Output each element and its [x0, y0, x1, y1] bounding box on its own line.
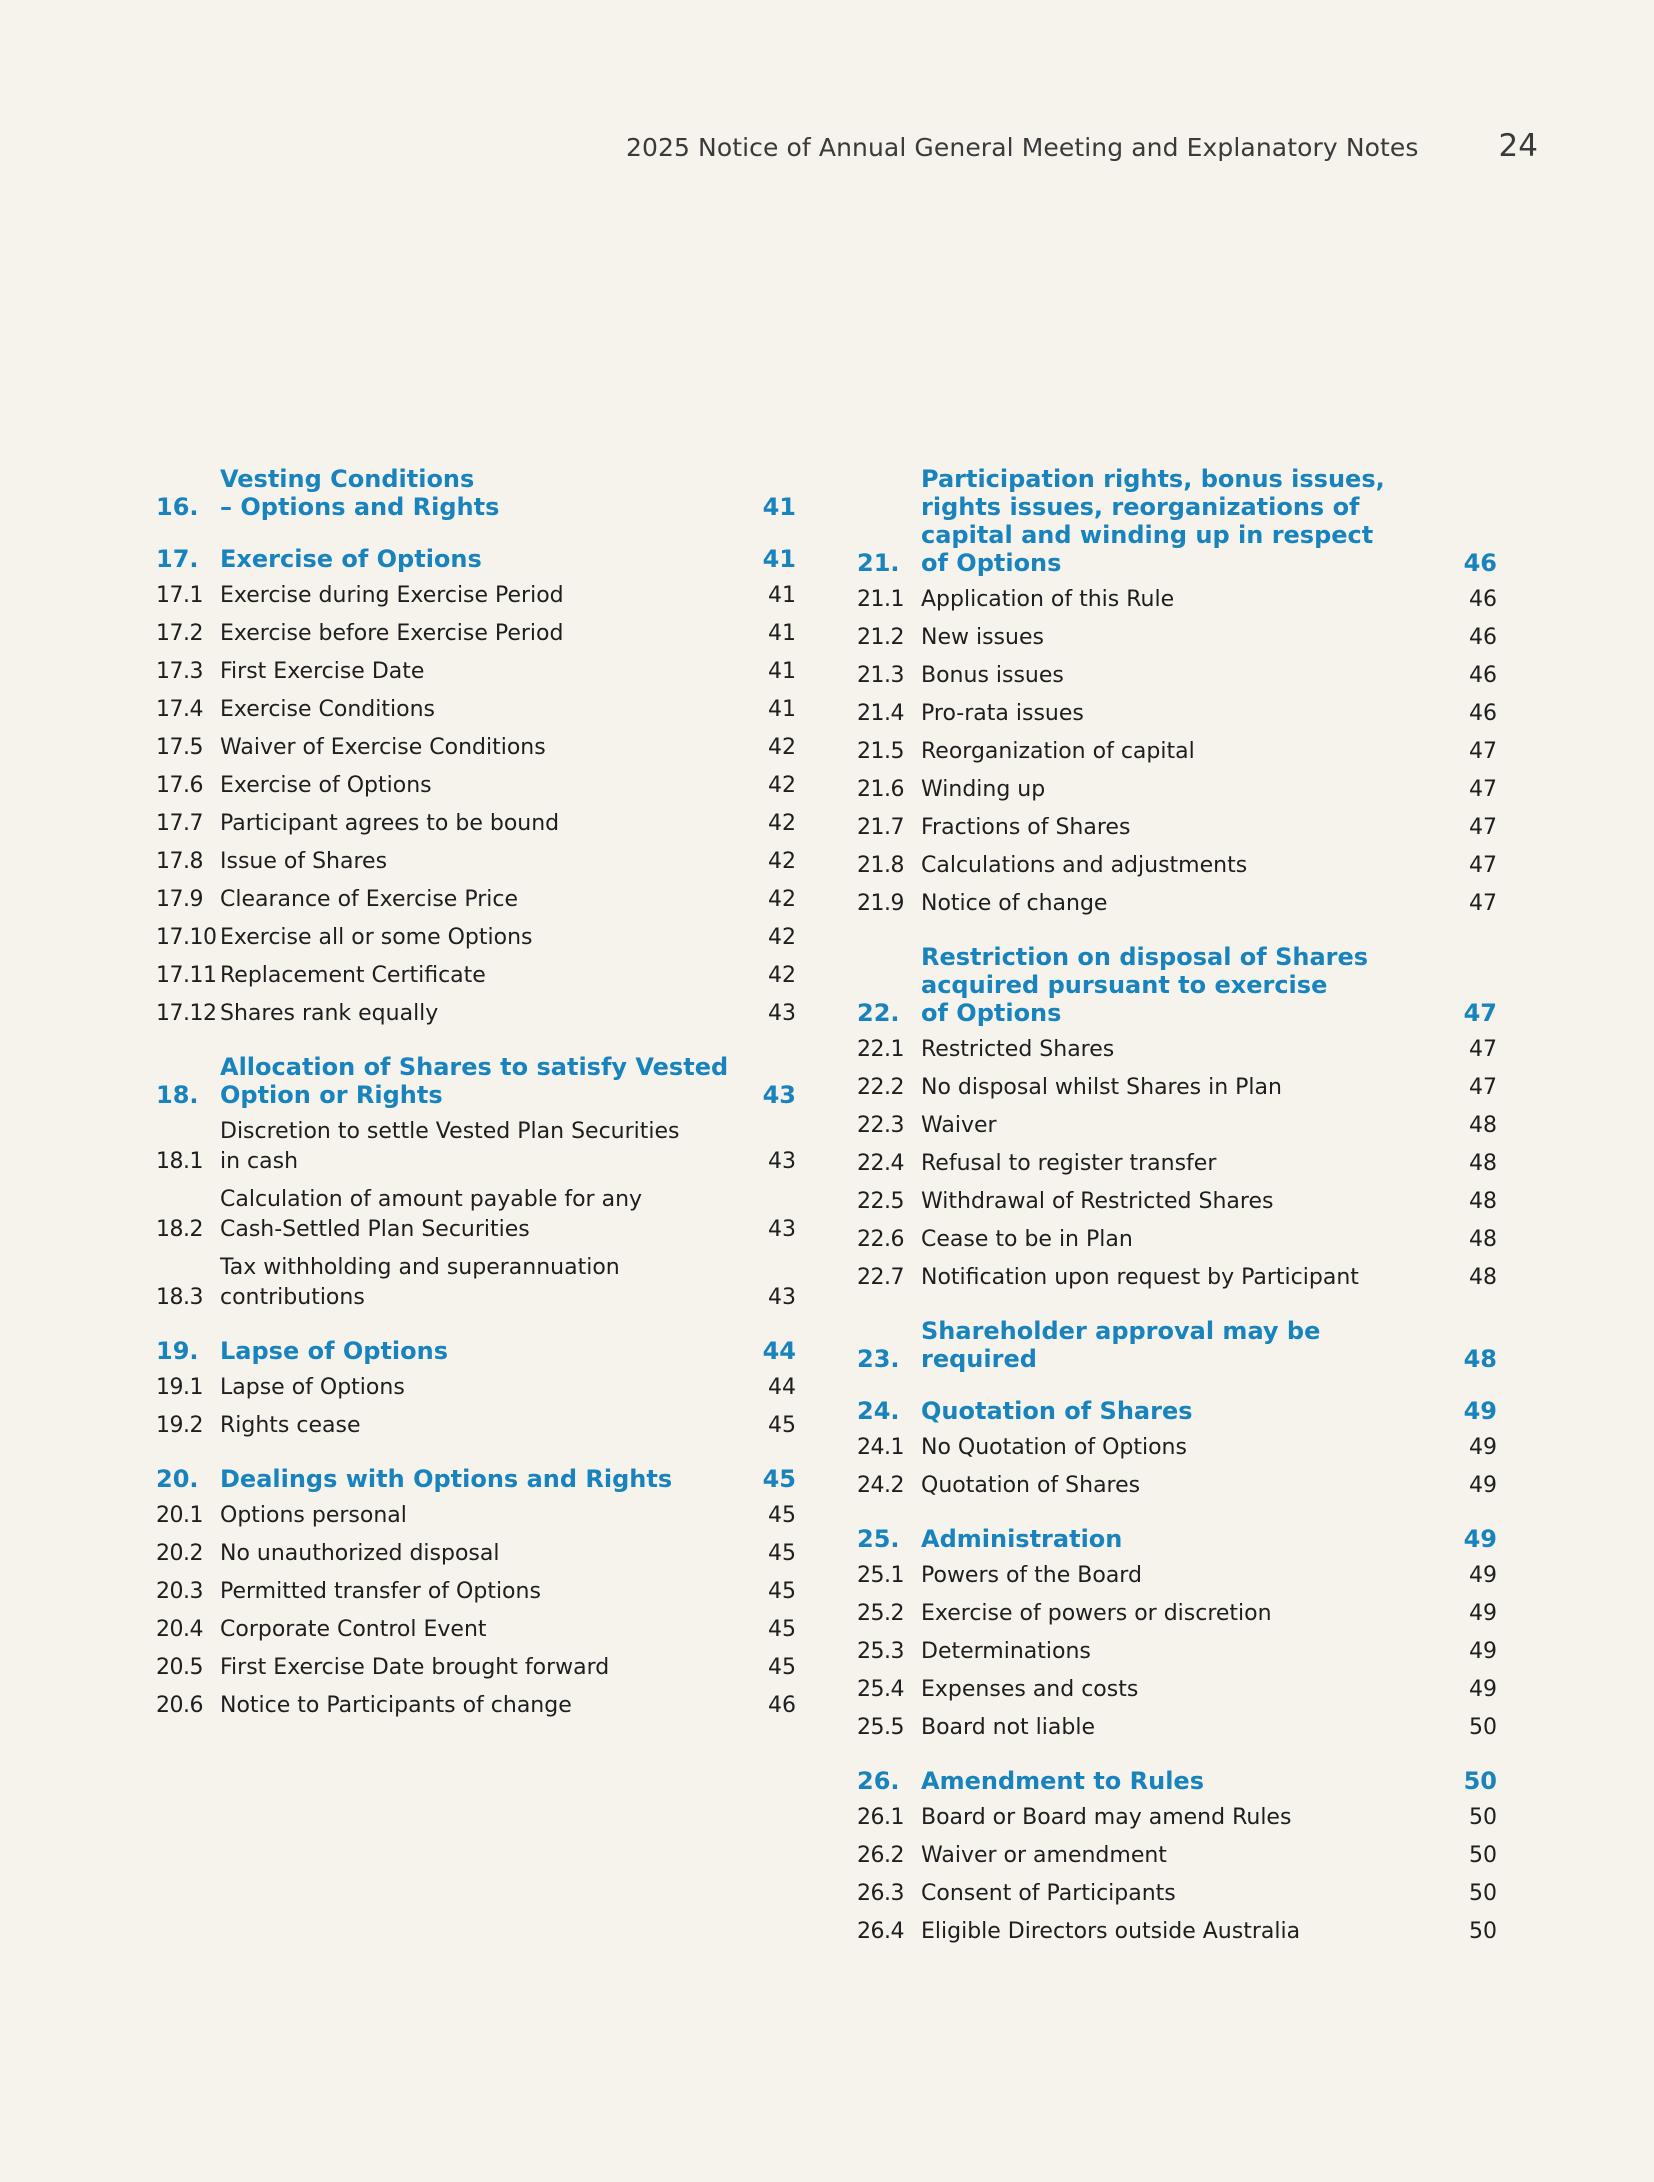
toc-entry[interactable] [857, 1225, 1497, 1255]
toc-entry[interactable] [156, 1185, 796, 1245]
toc-entry[interactable] [857, 775, 1497, 805]
entry-page-number: 42 [768, 735, 796, 760]
entry-page-number: 45 [768, 1413, 796, 1438]
entry-number: 21.9 [857, 891, 904, 916]
entry-number: 20.2 [156, 1541, 203, 1566]
section-page-number: 46 [1463, 549, 1497, 577]
entry-page-number: 45 [768, 1617, 796, 1642]
toc-section-heading[interactable] [156, 545, 796, 573]
entry-number: 25.1 [857, 1563, 904, 1588]
toc-entry[interactable] [156, 961, 796, 991]
toc-entry[interactable] [156, 885, 796, 915]
entry-title: Consent of Participants [921, 1881, 1176, 1906]
toc-section [857, 1317, 1497, 1373]
section-title: Quotation of Shares [921, 1397, 1193, 1425]
entry-title: Exercise of Options [220, 773, 432, 798]
entry-title: New issues [921, 625, 1044, 650]
entry-number: 21.1 [857, 587, 904, 612]
entry-title: Withdrawal of Restricted Shares [921, 1189, 1274, 1214]
entry-title: Waiver of Exercise Conditions [220, 735, 546, 760]
section-title: Amendment to Rules [921, 1767, 1204, 1795]
entry-page-number: 47 [1469, 815, 1497, 840]
entry-title: Determinations [921, 1639, 1091, 1664]
entry-title: Eligible Directors outside Australia [921, 1919, 1301, 1944]
entry-number: 21.5 [857, 739, 904, 764]
toc-entry[interactable] [156, 999, 796, 1029]
entry-page-number: 49 [1469, 1435, 1497, 1460]
entry-number: 26.1 [857, 1805, 904, 1830]
entry-title: Cease to be in Plan [921, 1227, 1133, 1252]
toc-entry[interactable] [156, 657, 796, 687]
entry-number: 26.4 [857, 1919, 904, 1944]
entry-page-number: 49 [1469, 1677, 1497, 1702]
toc-entry[interactable] [156, 619, 796, 649]
entry-title: No unauthorized disposal [220, 1541, 500, 1566]
entry-number: 17.1 [156, 583, 203, 608]
entry-page-number: 46 [768, 1693, 796, 1718]
entry-title: Options personal [220, 1503, 407, 1528]
section-title: Vesting Conditions – Options and Rights [220, 465, 500, 521]
entry-number: 22.3 [857, 1113, 904, 1138]
toc-entry[interactable] [156, 847, 796, 877]
entry-page-number: 50 [1469, 1715, 1497, 1740]
section-title: Allocation of Shares to satisfy Vested Option or Rights [220, 1053, 729, 1109]
entry-number: 22.7 [857, 1265, 904, 1290]
entry-page-number: 42 [768, 773, 796, 798]
entry-page-number: 50 [1469, 1919, 1497, 1944]
section-number: 24. [857, 1397, 900, 1425]
entry-number: 20.4 [156, 1617, 203, 1642]
entry-title: Exercise before Exercise Period [220, 621, 564, 646]
toc-section-heading[interactable] [857, 1317, 1497, 1373]
entry-page-number: 49 [1469, 1601, 1497, 1626]
toc-entry[interactable] [156, 695, 796, 725]
toc-entry[interactable] [857, 1433, 1497, 1463]
entry-number: 20.1 [156, 1503, 203, 1528]
entry-page-number: 41 [768, 659, 796, 684]
entry-page-number: 45 [768, 1579, 796, 1604]
entry-title: Winding up [921, 777, 1046, 802]
entry-page-number: 49 [1469, 1473, 1497, 1498]
entry-title: Notification upon request by Participant [921, 1265, 1359, 1290]
toc-section-heading[interactable] [857, 465, 1497, 577]
entry-page-number: 48 [1469, 1113, 1497, 1138]
entry-title: Corporate Control Event [220, 1617, 487, 1642]
entry-number: 19.2 [156, 1413, 203, 1438]
entry-number: 17.8 [156, 849, 203, 874]
section-number: 17. [156, 545, 199, 573]
entry-number: 18.1 [156, 1149, 203, 1174]
entry-page-number: 42 [768, 963, 796, 988]
entry-number: 21.6 [857, 777, 904, 802]
toc-entry[interactable] [156, 1539, 796, 1569]
entry-number: 17.5 [156, 735, 203, 760]
entry-number: 25.3 [857, 1639, 904, 1664]
toc-right-column [857, 465, 1497, 1971]
entry-title: Waiver or amendment [921, 1843, 1167, 1868]
section-number: 18. [156, 1081, 199, 1109]
entry-page-number: 46 [1469, 625, 1497, 650]
toc-section [857, 1767, 1497, 1947]
entry-number: 26.3 [857, 1881, 904, 1906]
entry-title: Application of this Rule [921, 587, 1175, 612]
toc-section [857, 1397, 1497, 1501]
entry-page-number: 41 [768, 697, 796, 722]
toc-entry[interactable] [857, 1599, 1497, 1629]
toc-entry[interactable] [156, 1117, 796, 1177]
toc-entry[interactable] [156, 809, 796, 839]
toc-entry[interactable] [857, 1561, 1497, 1591]
entry-page-number: 45 [768, 1655, 796, 1680]
entry-number: 21.4 [857, 701, 904, 726]
entry-page-number: 46 [1469, 663, 1497, 688]
entry-title: Tax withholding and superannuation contributions [220, 1255, 620, 1310]
section-page-number: 48 [1463, 1345, 1497, 1373]
entry-title: Calculations and adjustments [921, 853, 1248, 878]
toc-entry[interactable] [156, 1577, 796, 1607]
toc-section [156, 1053, 796, 1313]
toc-entry[interactable] [857, 1675, 1497, 1705]
entry-number: 22.4 [857, 1151, 904, 1176]
entry-page-number: 47 [1469, 1037, 1497, 1062]
entry-number: 17.11 [156, 963, 217, 988]
toc-entry[interactable] [156, 1653, 796, 1683]
toc-entry[interactable] [857, 813, 1497, 843]
toc-entry[interactable] [857, 623, 1497, 653]
toc-entry[interactable] [857, 1471, 1497, 1501]
toc-entry[interactable] [857, 1263, 1497, 1293]
toc-section-heading[interactable] [857, 1525, 1497, 1553]
toc-section-heading[interactable] [156, 1337, 796, 1365]
toc-entry[interactable] [857, 1637, 1497, 1667]
section-page-number: 49 [1463, 1525, 1497, 1553]
toc-entry[interactable] [857, 851, 1497, 881]
section-number: 26. [857, 1767, 900, 1795]
entry-title: Refusal to register transfer [921, 1151, 1217, 1176]
entry-page-number: 42 [768, 811, 796, 836]
entry-title: Calculation of amount payable for any Cash-Settled Plan Securities [220, 1187, 643, 1242]
section-page-number: 41 [762, 493, 796, 521]
page-number: 24 [1498, 128, 1538, 164]
entry-page-number: 47 [1469, 891, 1497, 916]
toc-left-column [156, 465, 796, 1745]
toc-section [156, 1337, 796, 1441]
section-number: 20. [156, 1465, 199, 1493]
entry-title: Pro-rata issues [921, 701, 1084, 726]
toc-entry[interactable] [156, 1373, 796, 1403]
toc-entry[interactable] [857, 1073, 1497, 1103]
entry-number: 17.10 [156, 925, 217, 950]
entry-page-number: 41 [768, 583, 796, 608]
section-page-number: 47 [1463, 999, 1497, 1027]
entry-number: 17.3 [156, 659, 203, 684]
entry-title: Clearance of Exercise Price [220, 887, 518, 912]
entry-number: 17.6 [156, 773, 203, 798]
entry-number: 20.5 [156, 1655, 203, 1680]
toc-entry[interactable] [857, 1713, 1497, 1743]
section-title: Restriction on disposal of Shares acquired pursuant to exercise of Options [921, 943, 1369, 1027]
toc-entry[interactable] [156, 581, 796, 611]
entry-number: 19.1 [156, 1375, 203, 1400]
toc-entry[interactable] [857, 1035, 1497, 1065]
section-page-number: 45 [762, 1465, 796, 1493]
entry-number: 17.9 [156, 887, 203, 912]
toc-entry[interactable] [156, 1253, 796, 1313]
entry-number: 17.12 [156, 1001, 217, 1026]
section-title: Exercise of Options [220, 545, 482, 573]
entry-page-number: 47 [1469, 777, 1497, 802]
document-title: 2025 Notice of Annual General Meeting and Explanatory Notes [625, 133, 1419, 162]
entry-title: Restricted Shares [921, 1037, 1115, 1062]
entry-page-number: 49 [1469, 1639, 1497, 1664]
entry-page-number: 48 [1469, 1189, 1497, 1214]
entry-page-number: 45 [768, 1541, 796, 1566]
toc-entry[interactable] [857, 661, 1497, 691]
toc-entry[interactable] [857, 737, 1497, 767]
entry-number: 25.2 [857, 1601, 904, 1626]
section-title: Administration [921, 1525, 1123, 1553]
entry-page-number: 48 [1469, 1151, 1497, 1176]
entry-title: Waiver [921, 1113, 997, 1138]
section-page-number: 43 [762, 1081, 796, 1109]
entry-number: 20.3 [156, 1579, 203, 1604]
entry-number: 20.6 [156, 1693, 203, 1718]
entry-title: Rights cease [220, 1413, 361, 1438]
toc-entry[interactable] [156, 771, 796, 801]
entry-title: Issue of Shares [220, 849, 388, 874]
entry-title: No Quotation of Options [921, 1435, 1187, 1460]
section-page-number: 44 [762, 1337, 796, 1365]
entry-number: 21.8 [857, 853, 904, 878]
toc-entry[interactable] [156, 1501, 796, 1531]
entry-number: 24.1 [857, 1435, 904, 1460]
toc-entry[interactable] [156, 733, 796, 763]
toc-section [857, 1525, 1497, 1743]
entry-number: 21.3 [857, 663, 904, 688]
page-header [0, 128, 1538, 164]
toc-entry[interactable] [857, 1111, 1497, 1141]
entry-title: Notice of change [921, 891, 1108, 916]
entry-title: Replacement Certificate [220, 963, 486, 988]
entry-title: Expenses and costs [921, 1677, 1139, 1702]
toc-entry[interactable] [857, 1803, 1497, 1833]
entry-page-number: 43 [768, 1001, 796, 1026]
entry-title: Reorganization of capital [921, 739, 1195, 764]
toc-entry[interactable] [857, 889, 1497, 919]
entry-page-number: 47 [1469, 1075, 1497, 1100]
entry-number: 22.5 [857, 1189, 904, 1214]
entry-number: 17.2 [156, 621, 203, 646]
section-number: 19. [156, 1337, 199, 1365]
entry-page-number: 48 [1469, 1265, 1497, 1290]
toc-section-heading[interactable] [857, 943, 1497, 1027]
entry-title: Discretion to settle Vested Plan Securities in cash [220, 1119, 680, 1174]
entry-title: Shares rank equally [220, 1001, 439, 1026]
entry-page-number: 46 [1469, 701, 1497, 726]
entry-number: 18.3 [156, 1285, 203, 1310]
toc-entry[interactable] [857, 1879, 1497, 1909]
toc-entry[interactable] [857, 585, 1497, 615]
entry-page-number: 45 [768, 1503, 796, 1528]
entry-number: 17.7 [156, 811, 203, 836]
entry-page-number: 50 [1469, 1843, 1497, 1868]
entry-page-number: 43 [768, 1217, 796, 1242]
toc-section [156, 465, 796, 521]
section-number: 23. [857, 1345, 900, 1373]
toc-entry[interactable] [857, 1187, 1497, 1217]
toc-entry[interactable] [156, 1691, 796, 1721]
section-number: 25. [857, 1525, 900, 1553]
entry-title: Quotation of Shares [921, 1473, 1141, 1498]
entry-title: Board not liable [921, 1715, 1095, 1740]
entry-number: 25.4 [857, 1677, 904, 1702]
section-title: Dealings with Options and Rights [220, 1465, 673, 1493]
toc-section-heading[interactable] [857, 1767, 1497, 1795]
entry-title: Notice to Participants of change [220, 1693, 572, 1718]
toc-entry[interactable] [156, 1411, 796, 1441]
toc-entry[interactable] [857, 699, 1497, 729]
entry-number: 22.2 [857, 1075, 904, 1100]
section-number: 16. [156, 493, 199, 521]
entry-number: 24.2 [857, 1473, 904, 1498]
entry-number: 21.7 [857, 815, 904, 840]
entry-title: Exercise of powers or discretion [921, 1601, 1272, 1626]
entry-page-number: 42 [768, 849, 796, 874]
toc-section [857, 943, 1497, 1293]
entry-title: Participant agrees to be bound [220, 811, 560, 836]
entry-number: 22.6 [857, 1227, 904, 1252]
entry-page-number: 41 [768, 621, 796, 646]
entry-number: 25.5 [857, 1715, 904, 1740]
entry-page-number: 43 [768, 1149, 796, 1174]
section-title: Lapse of Options [220, 1337, 449, 1365]
entry-page-number: 43 [768, 1285, 796, 1310]
toc-entry[interactable] [156, 923, 796, 953]
entry-page-number: 49 [1469, 1563, 1497, 1588]
entry-title: First Exercise Date [220, 659, 425, 684]
section-title: Participation rights, bonus issues, rights issues, reorganizations of capital and winding up in respect of Options [921, 465, 1385, 577]
toc-entry[interactable] [857, 1917, 1497, 1947]
section-page-number: 49 [1463, 1397, 1497, 1425]
entry-number: 18.2 [156, 1217, 203, 1242]
entry-title: Fractions of Shares [921, 815, 1131, 840]
entry-title: Bonus issues [921, 663, 1064, 688]
entry-title: Powers of the Board [921, 1563, 1142, 1588]
toc-section-heading[interactable] [857, 1397, 1497, 1425]
toc-entry[interactable] [857, 1149, 1497, 1179]
section-page-number: 50 [1463, 1767, 1497, 1795]
section-page-number: 41 [762, 545, 796, 573]
entry-page-number: 44 [768, 1375, 796, 1400]
section-title: Shareholder approval may be required [921, 1317, 1321, 1373]
entry-title: Exercise during Exercise Period [220, 583, 564, 608]
entry-title: Lapse of Options [220, 1375, 405, 1400]
toc-section [156, 1465, 796, 1721]
entry-title: Exercise Conditions [220, 697, 435, 722]
toc-section-heading[interactable] [156, 1053, 796, 1109]
toc-section [857, 465, 1497, 919]
entry-page-number: 47 [1469, 853, 1497, 878]
section-number: 22. [857, 999, 900, 1027]
toc-section-heading[interactable] [156, 1465, 796, 1493]
entry-number: 17.4 [156, 697, 203, 722]
toc-entry[interactable] [156, 1615, 796, 1645]
entry-page-number: 50 [1469, 1805, 1497, 1830]
entry-page-number: 50 [1469, 1881, 1497, 1906]
toc-section-heading[interactable] [156, 465, 796, 521]
entry-page-number: 46 [1469, 587, 1497, 612]
entry-title: No disposal whilst Shares in Plan [921, 1075, 1282, 1100]
entry-page-number: 47 [1469, 739, 1497, 764]
section-number: 21. [857, 549, 900, 577]
entry-page-number: 42 [768, 887, 796, 912]
entry-page-number: 42 [768, 925, 796, 950]
entry-title: Permitted transfer of Options [220, 1579, 541, 1604]
toc-section [156, 545, 796, 1029]
entry-number: 22.1 [857, 1037, 904, 1062]
entry-title: First Exercise Date brought forward [220, 1655, 610, 1680]
entry-title: Exercise all or some Options [220, 925, 533, 950]
entry-number: 26.2 [857, 1843, 904, 1868]
entry-number: 21.2 [857, 625, 904, 650]
toc-entry[interactable] [857, 1841, 1497, 1871]
entry-page-number: 48 [1469, 1227, 1497, 1252]
entry-title: Board or Board may amend Rules [921, 1805, 1292, 1830]
